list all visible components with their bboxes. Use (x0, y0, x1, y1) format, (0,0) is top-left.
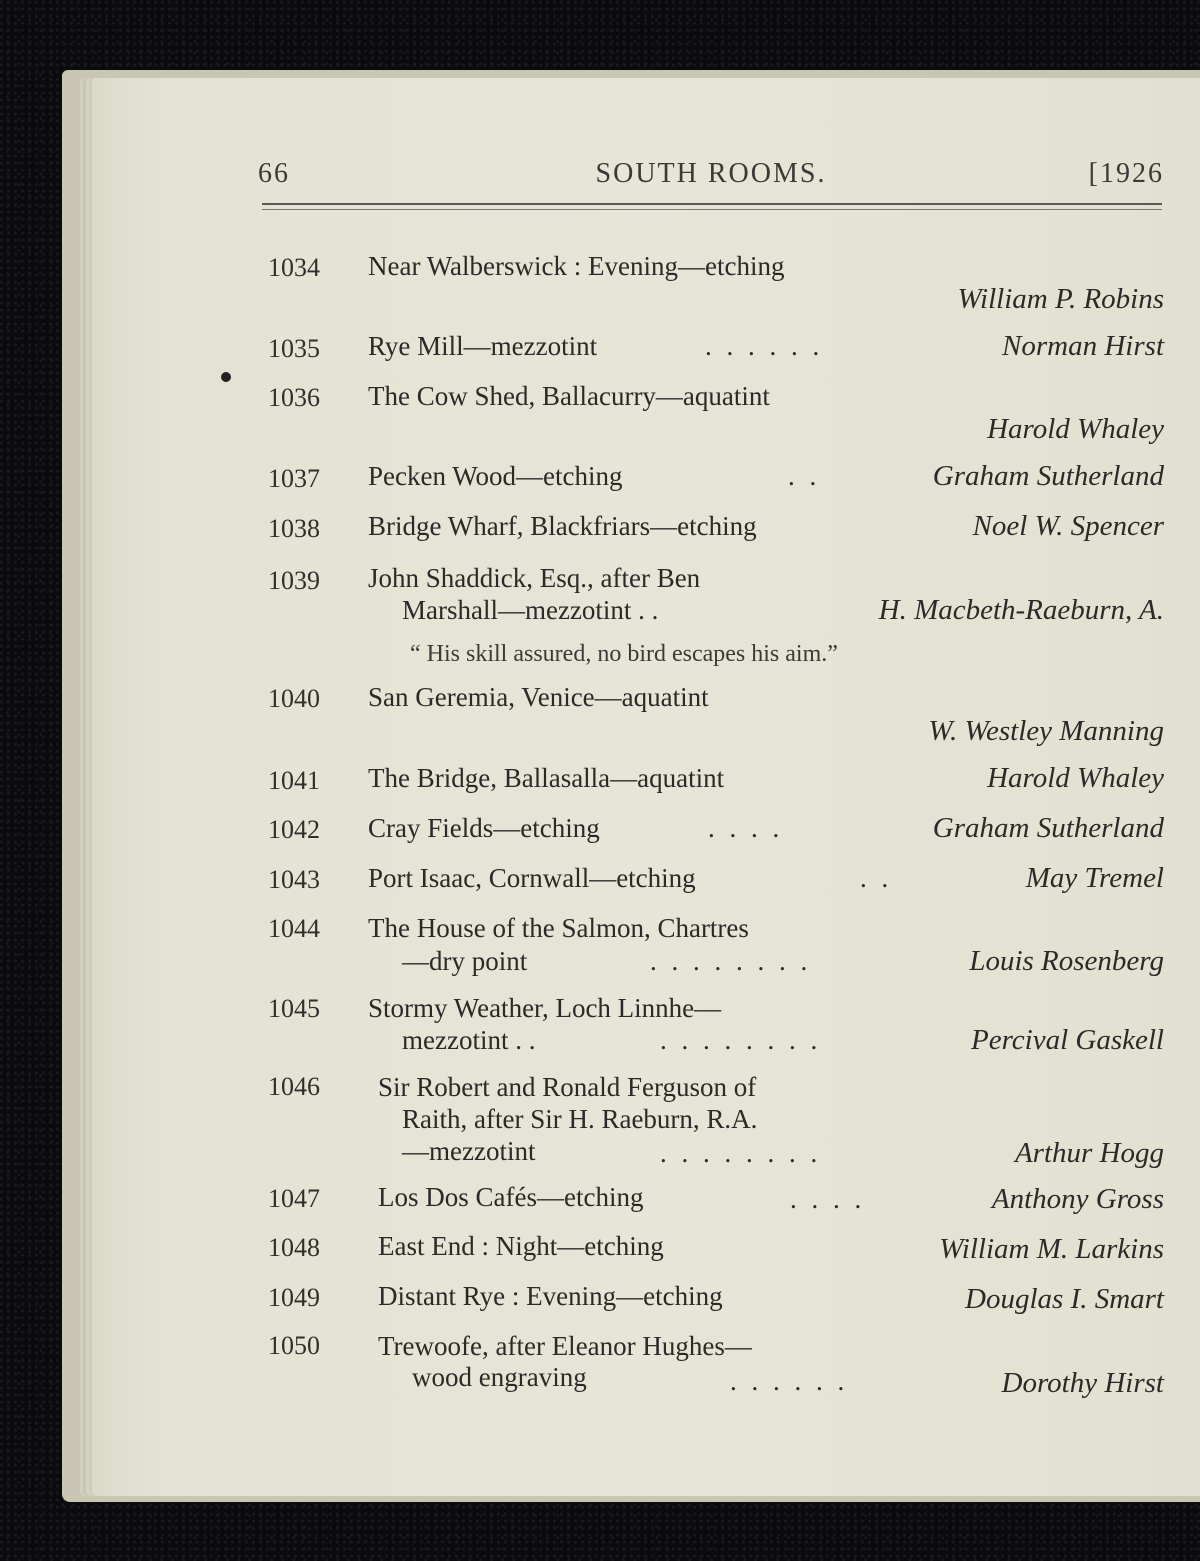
entry-title: Cray Fields—etching (368, 813, 600, 843)
leader-dots: . . (788, 461, 821, 491)
entry-artist: May Tremel (1025, 862, 1164, 894)
entry-number: 1036 (268, 383, 320, 412)
entry-number: 1050 (268, 1331, 320, 1360)
entry-title: John Shaddick, Esq., after Ben (368, 563, 701, 593)
entry-artist: Percival Gaskell (971, 1024, 1164, 1056)
entry-title-line2: wood engraving (412, 1362, 587, 1392)
entry-number: 1045 (268, 994, 320, 1023)
entry-title: Port Isaac, Cornwall—etching (368, 863, 696, 893)
entry-title: Stormy Weather, Loch Linnhe— (368, 993, 722, 1023)
entry-artist: W. Westley Manning (928, 715, 1164, 747)
entry-quote: “ His skill assured, no bird escapes his aim.” (410, 641, 838, 667)
entry-number: 1037 (268, 464, 320, 493)
entry-artist: Norman Hirst (1002, 330, 1164, 362)
leader-dots: . . . . . . (730, 1366, 849, 1396)
entry-title: Trewoofe, after Eleanor Hughes— (378, 1331, 752, 1361)
entry-title: Bridge Wharf, Blackfriars—etching (368, 511, 757, 541)
entry-title: East End : Night—etching (378, 1231, 664, 1261)
entry-artist: Graham Sutherland (932, 812, 1164, 844)
leader-dots: . . (860, 863, 893, 893)
entry-title: The Cow Shed, Ballacurry—aquatint (368, 381, 770, 411)
entry-title: Near Walberswick : Evening—etching (368, 251, 785, 281)
entry-number: 1043 (268, 865, 320, 894)
entry-title-line2: Raith, after Sir H. Raeburn, R.A. (402, 1104, 758, 1134)
entry-number: 1041 (268, 766, 320, 795)
page-year: [1926 (1088, 158, 1164, 189)
entry-artist: Harold Whaley (987, 413, 1164, 445)
leader-dots: . . . . . . (705, 331, 824, 361)
entry-title: Pecken Wood—etching (368, 461, 623, 491)
entry-number: 1040 (268, 684, 320, 713)
leader-dots: . . . . . . . . (660, 1025, 822, 1055)
entry-number: 1035 (268, 334, 320, 363)
leader-dots: . . . . . . . . (660, 1138, 822, 1168)
entry-title: The Bridge, Ballasalla—aquatint (368, 763, 725, 793)
entry-artist: Douglas I. Smart (965, 1283, 1164, 1315)
entry-title-line2: mezzotint . . (402, 1025, 536, 1055)
page-title: SOUTH ROOMS. (595, 158, 827, 189)
leader-dots: . . . . . . . . (650, 946, 812, 976)
entry-title-line2: Marshall—mezzotint . . (402, 595, 659, 625)
entry-number: 1048 (268, 1233, 320, 1262)
entry-number: 1049 (268, 1283, 320, 1312)
entry-artist: Arthur Hogg (1014, 1137, 1164, 1169)
entry-artist: Dorothy Hirst (1001, 1367, 1164, 1399)
entry-artist: H. Macbeth-Raeburn, A. (878, 594, 1164, 626)
entry-number: 1046 (268, 1072, 320, 1101)
entry-title: Sir Robert and Ronald Ferguson of (378, 1072, 757, 1102)
entry-number: 1038 (268, 514, 320, 543)
entry-title: Distant Rye : Evening—etching (378, 1281, 723, 1311)
entry-number: 1039 (268, 566, 320, 595)
entry-number: 1042 (268, 815, 320, 844)
entry-artist: Graham Sutherland (932, 460, 1164, 492)
page-number: 66 (258, 158, 290, 189)
entry-title: Los Dos Cafés—etching (378, 1182, 644, 1212)
leader-dots: . . . . (790, 1184, 866, 1214)
entry-title: San Geremia, Venice—aquatint (368, 682, 709, 712)
entry-number: 1044 (268, 914, 320, 943)
entry-title-line3: —mezzotint (402, 1136, 536, 1166)
entry-artist: Anthony Gross (991, 1183, 1164, 1215)
entry-title: Rye Mill—mezzotint (368, 331, 598, 361)
entry-artist: William M. Larkins (939, 1233, 1164, 1265)
entry-artist: Louis Rosenberg (969, 945, 1164, 977)
entry-number: 1034 (268, 253, 320, 282)
entry-title: The House of the Salmon, Chartres (368, 913, 749, 943)
entry-artist: Noel W. Spencer (972, 510, 1164, 542)
entry-artist: William P. Robins (957, 283, 1164, 315)
leader-dots: . . . . (708, 813, 784, 843)
entry-title-line2: —dry point (402, 946, 528, 976)
entry-artist: Harold Whaley (987, 762, 1164, 794)
entry-number: 1047 (268, 1184, 320, 1213)
